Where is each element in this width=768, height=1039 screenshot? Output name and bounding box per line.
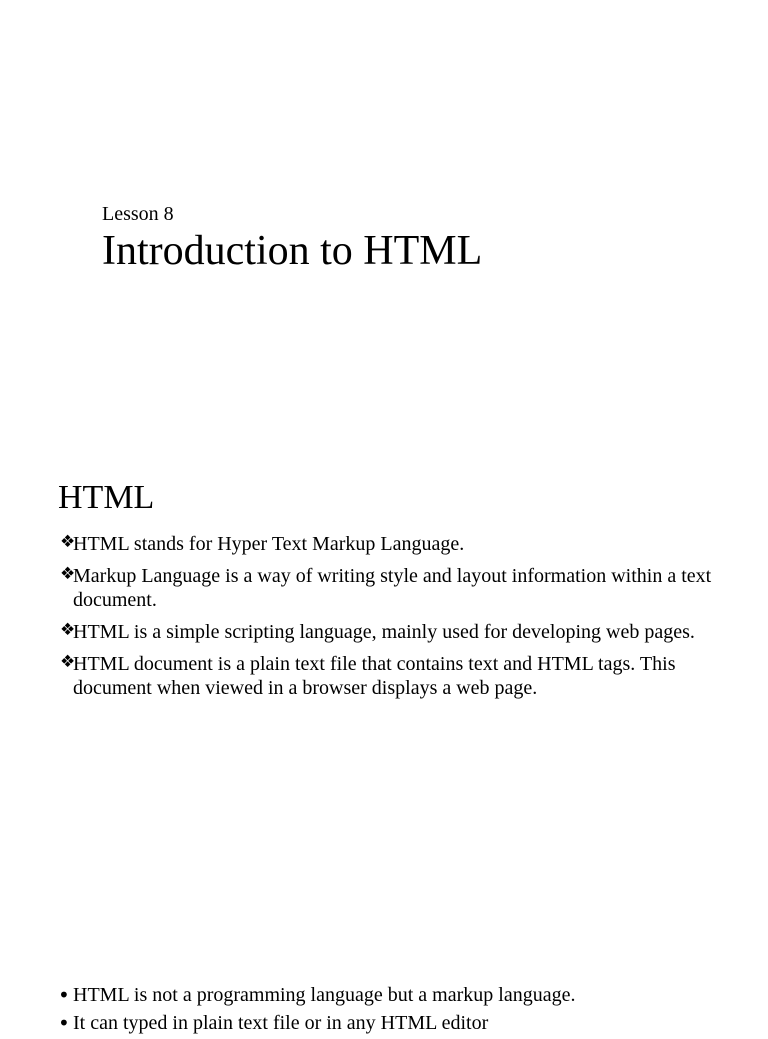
diamond-bullet-icon: ❖ <box>60 652 76 672</box>
dot-bullet-icon: • <box>58 983 70 1007</box>
bullet-text: It can typed in plain text file or in any HTML editor <box>73 1012 489 1034</box>
list-item <box>58 983 758 1007</box>
list-item <box>58 532 738 556</box>
bullet-text: HTML document is a plain text file that contains text and HTML tags. This document when viewed in a browser displays a web page. <box>73 653 676 699</box>
list-item <box>58 620 738 644</box>
bullet-list <box>58 983 758 1039</box>
dot-bullet-icon: • <box>58 1011 70 1035</box>
bullet-text: HTML stands for Hyper Text Markup Language. <box>73 533 465 555</box>
bullet-text: HTML is a simple scripting language, mainly used for developing web pages. <box>73 621 695 643</box>
list-item <box>58 652 738 700</box>
diamond-bullet-icon: ❖ <box>60 564 76 584</box>
list-item <box>58 564 738 612</box>
bullet-text: HTML is not a programming language but a markup language. <box>73 984 576 1006</box>
bullet-text: Markup Language is a way of writing style and layout information within a text document. <box>73 565 712 611</box>
bullet-list <box>58 532 738 708</box>
lesson-number: Lesson 8 <box>102 203 174 225</box>
diamond-bullet-icon: ❖ <box>60 532 76 552</box>
diamond-bullet-icon: ❖ <box>60 620 76 640</box>
list-item <box>58 1011 758 1035</box>
section-heading: HTML <box>58 479 155 516</box>
slide-title: Introduction to HTML <box>102 228 483 274</box>
